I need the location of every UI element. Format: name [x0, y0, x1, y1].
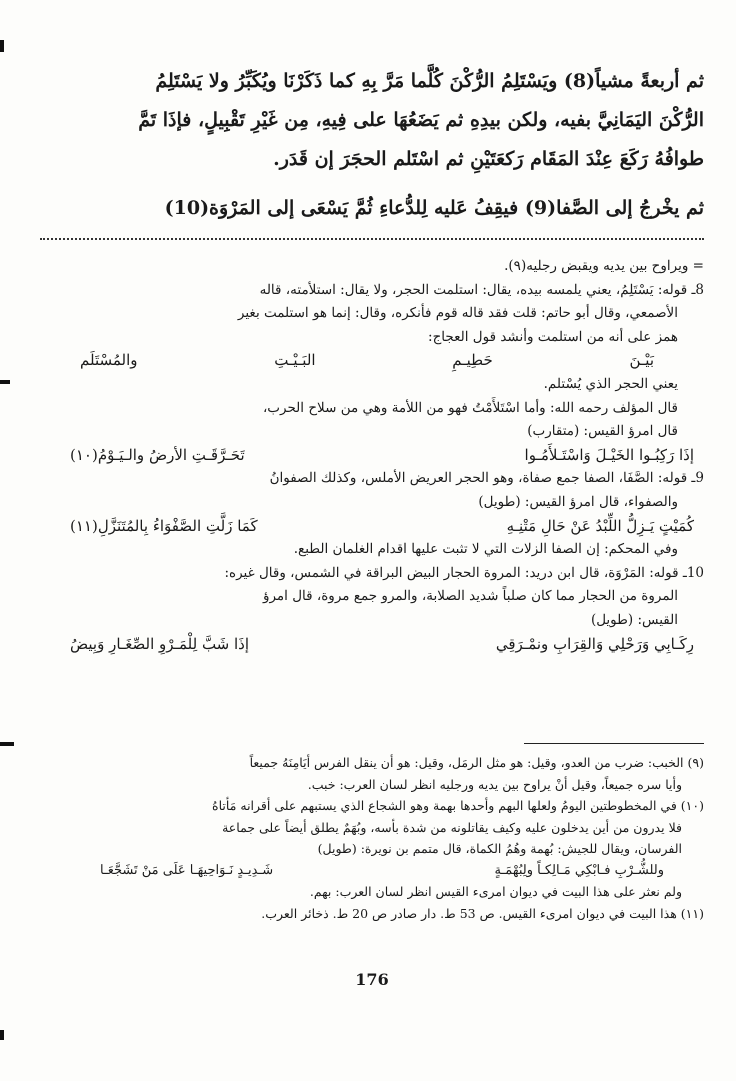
- commentary-line: = ويراوح بين يديه ويقبض رجليه(٩).: [504, 258, 704, 274]
- commentary-line: 9ـ قوله: الصَّفَا، الصفا جمع صفاة، وهو الحجر العريض الأملس، وكذلك الصفوانُ: [269, 470, 704, 487]
- verse-word: بَيْـنَ: [629, 351, 654, 370]
- verse-hemistich: تَحَـرَّقَـتِ الأرضُ والـيَـوْمُ(١٠): [70, 445, 245, 464]
- verse-line: [40, 515, 704, 539]
- footnote-line: ولم نعثر على هذا البيت في ديوان امرىء القيس انظر لسان العرب: بهم.: [309, 884, 682, 899]
- footnotes: [40, 752, 704, 924]
- footnote-line: فلا يدرون من أين يدخلون عليه وكيف يقاتلونه من شدة بأسه، وبُهَمٌ يطلق أيضاً على جماعة: [222, 819, 682, 835]
- footnote-line: (١١) هذا البيت في ديوان امرىء القيس. ص 53 ط. دار صادر ص 20 ط. ذخائر العرب.: [261, 905, 704, 921]
- commentary-line: همز على أنه من استلمت وأنشد قول العجاج:: [428, 328, 678, 345]
- scan-mark: [0, 1030, 4, 1040]
- commentary-line: المروة من الحجار مما كان صلباً شديد الصلابة، والمرو جمع مروة، قال امرؤ: [262, 588, 678, 605]
- verse-line: [40, 349, 704, 373]
- commentary-line: يعني الحجر الذي يُسْتلم.: [543, 375, 678, 392]
- main-line: ثم يخْرجُ إلى الصَّفا(9) فيقِفُ عَليه لِلدُّعاءِ ثُمَّ يَسْعَى إلى المَرْوَة(10): [164, 197, 704, 219]
- commentary-line: الأصمعي، وقال أبو حاتم: قلت فقد قاله قوم فأنكره، وقال: إنما هو استلمت بغير: [237, 305, 678, 322]
- verse-word: حَطِيـمِ: [452, 351, 493, 370]
- commentary-line: القيس: (طويل): [590, 611, 678, 628]
- book-page: [40, 0, 704, 1081]
- page-number: 176: [355, 970, 389, 989]
- scan-mark: [0, 40, 4, 52]
- scan-mark: [0, 380, 10, 384]
- verse-line: [40, 444, 704, 468]
- verse-hemistich: كَمَا زَلَّتِ الصَّفْوَاءُ بِالمُتَنَزَّلِ(١١): [70, 516, 258, 535]
- verse-hemistich: شَـدِيـدٍ نَـوَاحِيهَـا عَلَى مَنْ تَشَجَّعَـا: [100, 862, 274, 878]
- footnote-line: الفرسان، ويقال للجيش: بُهمة وهُمُ الكماة، قال متمم بن نويرة: (طويل): [317, 841, 682, 856]
- commentary-line: 8ـ قوله: يَسْتَلِمُ، يعني يلمسه بيده، يقال: استلمت الحجر، ولا يقال: استلأمته، قاله: [259, 281, 704, 298]
- footnote-line: (٩) الخبب: ضرب من العدو، وقيل: هو مثل الرمَل، وقيل: هو أن ينقل الفرس أيَامِنَهُ جميعاً: [249, 755, 704, 770]
- main-line: ثم أربعةً مشياً(8) ويَسْتَلِمُ الرُّكْنَ كُلَّما مَرَّ بِهِ كما ذَكَرْنَا ويُكَبِّرُ ولا يَسْتَلِمُ: [155, 70, 704, 92]
- footnote-separator: [524, 743, 704, 744]
- scan-mark: [0, 742, 14, 746]
- commentary-line: والصفواء، قال امرؤ القيس: (طويل): [478, 493, 678, 510]
- commentary-line: قال امرؤ القيس: (متقارب): [527, 423, 678, 440]
- verse-word: البَـيْـتِ: [274, 351, 316, 370]
- main-line: الرُّكْنَ اليَمَانِيَّ بفيه، ولكن بيدِهِ ثم يَضَعُهَا على فِيهِ، مِن غَيْرِ تَقْبِيلٍ، فإذَا تَمَّ: [138, 109, 704, 131]
- commentary-line: قال المؤلف رحمه الله: وأما اسْتَلأَمْتُ فهو من اللأمة وهي من سلاح الحرب،: [262, 399, 678, 416]
- footnote-verse: [40, 860, 704, 882]
- verse-hemistich: رِكَـابِي وَرَحْلِي وَالقِرَابِ ونمْـرَقِي: [495, 634, 694, 653]
- verse-hemistich: إذَا شَبَّ لِلْمَـرْوِ الصِّغَـارِ وَبِيضُ: [70, 634, 250, 653]
- verse-word: والمُسْتَلَم: [80, 351, 138, 370]
- commentary-line: 10ـ قوله: المَرْوَة، قال ابن دريد: المروة الحجار البيض البراقة في الشمس، وقال غيره:: [224, 564, 704, 581]
- verse-hemistich: كُمَيْتٍ يَـزِلُّ اللِّبْدُ عَنْ حَالِ مَتْنِـهِ: [506, 516, 694, 535]
- footnote-line: وأيا سره جميعاً، وقيل أنْ يراوح بين يديه ورجليه انظر لسان العرب: خبب.: [307, 776, 682, 792]
- main-line: طوافُهُ رَكَعَ عِنْدَ المَقَام رَكعَتَيْنِ ثم اسْتَلم الحجَرَ إن قَدَر.: [273, 148, 704, 170]
- verse-hemistich: وللشُّـرْبِ فـابْكِي مَـالِكـاً ولِبُهْمَـةٍ: [494, 862, 664, 878]
- main-text: [40, 62, 704, 228]
- verse-hemistich: إذَا رَكِبُـوا الخَيْـلَ وَاسْتَـلأَمُـوا: [524, 445, 694, 464]
- dotted-separator: [40, 238, 704, 240]
- footnote-line: (١٠) في المخطوطتين اليومُ ولعلها البهم وأحدها بهمة وهو الشجاع الذي يستبهم على أقرانه مَأتاهُ: [212, 798, 704, 813]
- commentary-line: وفي المحكم: إن الصفا الزلات التي لا تثبت عليها اقدام الغلمان الطبع.: [293, 541, 678, 558]
- commentary: [40, 255, 704, 656]
- verse-line: [40, 633, 704, 657]
